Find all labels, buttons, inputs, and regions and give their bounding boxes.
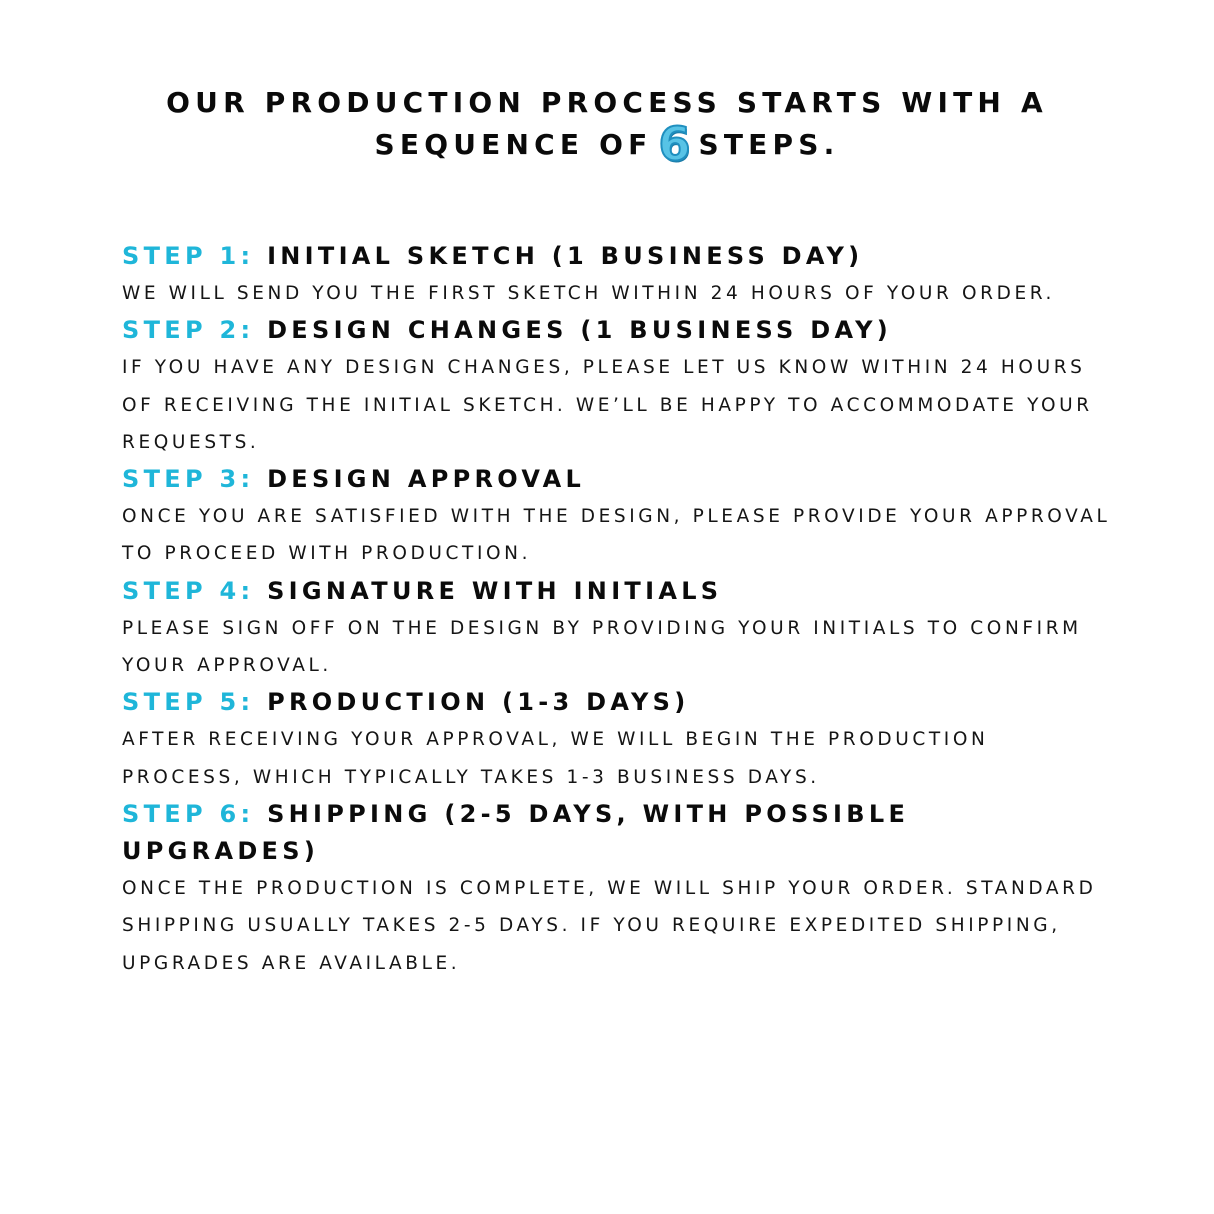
step-item-6 [122, 796, 1112, 982]
step-item-2 [122, 312, 1112, 461]
step-title-row [122, 461, 1112, 498]
step-title-row [122, 796, 1112, 870]
step-title: PRODUCTION (1-3 DAYS) [267, 688, 690, 717]
step-item-4 [122, 573, 1112, 685]
step-title: INITIAL SKETCH (1 BUSINESS DAY) [267, 242, 864, 270]
step-title: SIGNATURE WITH INITIALS [267, 576, 723, 605]
page-heading [0, 82, 1214, 171]
step-description: IF YOU HAVE ANY DESIGN CHANGES, PLEASE LET US KNOW WITHIN 24 HOURS OF RECEIVING THE INITIAL SKETCH. WE’LL BE HAPPY TO ACCOMMODATE YOUR REQUESTS. [122, 357, 1093, 453]
heading-line-2-start: SEQUENCE OF [374, 128, 653, 161]
step-item-5 [122, 684, 1112, 796]
step-description: AFTER RECEIVING YOUR APPROVAL, WE WILL BEGIN THE PRODUCTION PROCESS, WHICH TYPICALLY TAKES 1-3 BUSINESS DAYS. [122, 729, 989, 788]
step-title-row [122, 684, 1112, 721]
step-label: STEP 6: [122, 799, 255, 828]
step-label: STEP 3: [122, 465, 255, 494]
step-description: ONCE YOU ARE SATISFIED WITH THE DESIGN, PLEASE PROVIDE YOUR APPROVAL TO PROCEED WITH PRODUCTION. [122, 506, 1111, 565]
step-description: ONCE THE PRODUCTION IS COMPLETE, WE WILL SHIP YOUR ORDER. STANDARD SHIPPING USUALLY TAKES 2-5 DAYS. IF YOU REQUIRE EXPEDITED SHIPPING, UPGRADES ARE AVAILABLE. [122, 877, 1097, 974]
step-description: WE WILL SEND YOU THE FIRST SKETCH WITHIN 24 HOURS OF YOUR ORDER. [122, 283, 1056, 304]
step-title-row [122, 573, 1112, 610]
steps-list [122, 238, 1112, 982]
step-description: PLEASE SIGN OFF ON THE DESIGN BY PROVIDING YOUR INITIALS TO CONFIRM YOUR APPROVAL. [122, 617, 1082, 677]
heading-line-2 [0, 117, 1214, 171]
step-item-1 [122, 238, 1112, 312]
step-title-row [122, 238, 1112, 275]
step-title: SHIPPING (2-5 DAYS, WITH POSSIBLE UPGRADES) [122, 799, 910, 865]
heading-line-1: OUR PRODUCTION PROCESS STARTS WITH A [166, 86, 1048, 119]
step-title-row [122, 312, 1112, 349]
heading-line-2-end: STEPS. [698, 128, 840, 161]
step-label: STEP 5: [122, 688, 255, 717]
step-title: DESIGN APPROVAL [267, 465, 586, 494]
step-item-3 [122, 461, 1112, 573]
step-label: STEP 2: [122, 316, 255, 345]
step-label: STEP 4: [122, 576, 255, 605]
step-label: STEP 1: [122, 242, 255, 270]
step-title: DESIGN CHANGES (1 BUSINESS DAY) [267, 316, 893, 345]
six-number-icon: 6 [658, 117, 691, 171]
